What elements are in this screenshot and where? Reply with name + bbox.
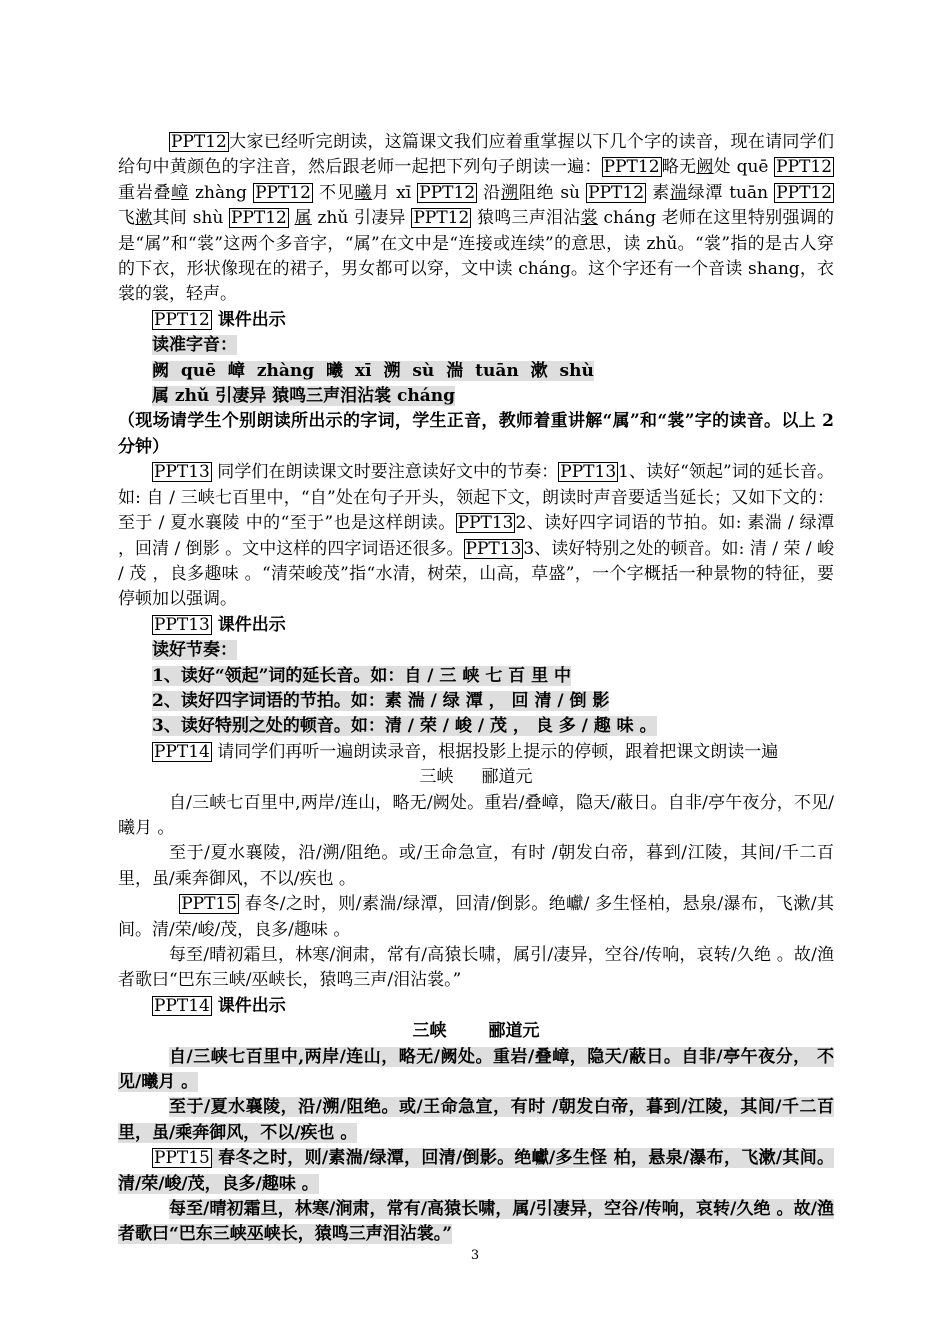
ppt-tag: PPT12 xyxy=(413,208,470,229)
courseware-label-13: PPT13 课件出示 xyxy=(154,614,286,635)
paragraph-ppt13: PPT13 同学们在朗读课文时要注意读好文中的节奏： PPT13 1、读好“领起”词的延长音。如: 自 / 三峡七百里中，“自”处在句子开头，领起下文，朗读时声音要适当延长；又如下文的：至于 / 夏水襄陵 中的“至于”也是这样朗读。 PPT13 2、读好四字词语的节拍。如: 素湍 / 绿潭 ，回清 / 倒影 。文中这样的四字词语还很多。 PPT13 3、读好特别之处的顿音。如: 清 / 荣 / 峻 / 茂 ，良多趣味 。“清荣峻茂”指“水清，树荣，山高，草盛”，一个字概括一种景物的特征，要停顿加以强调。 xyxy=(118,462,834,610)
courseware-title: 三峡 郦道元 xyxy=(412,1021,540,1042)
ppt-tag: PPT13 xyxy=(457,513,514,534)
classical-text-para: 每至/晴初霜旦，林寒/涧肃，常有/高猿长啸，属引/凄异，空谷/传响，哀转/久绝 。故/渔者歌曰“巴东三峡/巫峡长，猿鸣三声/泪沾裳。” xyxy=(118,945,834,991)
ppt-tag: PPT12 xyxy=(419,182,476,203)
highlighted-char: 漱 xyxy=(135,208,153,229)
courseware-text-para: 至于/夏水襄陵，沿/溯/阻绝。或/王命急宣，有时 /朝发白帝，暮到/江陵，其间/千二百里，虽/乘奔御风，不以/疾也 。 xyxy=(118,1097,834,1143)
highlighted-char: 阙 xyxy=(696,157,714,178)
courseware-text-para: PPT15 春冬之时，则/素湍/绿潭，回清/倒影。绝巘/多生怪 柏，悬泉/瀑布，飞漱/其间。清/荣/峻/茂，良多/趣味 。 xyxy=(118,1148,834,1194)
classical-text-para: PPT15 春冬/之时，则/素湍/绿潭，回清/倒影。绝巘/ 多生怪柏，悬泉/瀑布，飞漱/其间。清/荣/峻/茂，良多/趣味 。 xyxy=(118,894,834,940)
courseware-text-para: 每至/晴初霜旦，林寒/涧肃，常有/高猿长啸，属/引凄异，空谷/传响，哀转/久绝 。故/渔者歌曰“巴东三峡巫峡长，猿鸣三声泪沾裳。” xyxy=(118,1199,834,1245)
courseware-line: 2、读好四字词语的节拍。如：素 湍 / 绿 潭 ， 回 清 / 倒 影 xyxy=(152,690,610,711)
courseware-heading: 读好节奏： xyxy=(152,640,237,661)
ppt-tag: PPT15 xyxy=(154,1148,210,1169)
courseware-text-para: 自/三峡七百里中,两岸/连山，略无/阙处。重岩/叠嶂，隐天/蔽日。自非/亭午夜分， 不见/曦月 。 xyxy=(118,1046,834,1093)
ppt-tag: PPT12 xyxy=(776,157,833,178)
ppt-tag: PPT15 xyxy=(181,894,238,915)
ppt-tag: PPT12 xyxy=(255,182,311,203)
ppt-tag: PPT13 xyxy=(465,538,522,559)
ppt-tag: PPT14 xyxy=(154,741,210,762)
highlighted-char: 裳 xyxy=(580,208,598,229)
ppt-tag: PPT12 xyxy=(231,208,287,229)
courseware-line: 属 zhǔ 引凄异 猿鸣三声泪沾裳 cháng xyxy=(152,386,456,407)
ppt-tag: PPT13 xyxy=(154,462,210,483)
ppt-tag: PPT12 xyxy=(171,132,227,152)
text-title: 三峡 郦道元 xyxy=(419,767,533,788)
courseware-label-12: PPT12 课件出示 xyxy=(154,309,286,330)
courseware-label-14: PPT14 课件出示 xyxy=(154,995,286,1016)
page-content xyxy=(118,130,834,1248)
ppt-tag: PPT14 xyxy=(154,995,210,1016)
highlighted-char: 溯 xyxy=(501,182,519,203)
paragraph-ppt12-intro: PPT12 大家已经听完朗读，这篇课文我们应着重掌握以下几个字的读音，现在请同学们给句中黄颜色的字注音，然后跟老师一起把下列句子朗读一遍： PPT12 略无阙处 quē PPT12 重岩叠嶂 zhàng PPT12 不见曦月 xī PPT12 沿溯阻绝 sù PPT12 素湍绿潭 tuān PPT12 飞漱其间 shù PPT12 属 zhǔ 引凄异 PPT12 猿鸣三声泪沾裳 cháng 老师在这里特别强调的是“属”和“裳”这两个多音字，“属”在文中是“连接或连续”的意思，读 zhǔ。“裳”指的是古人穿的下衣，形状像现在的裙子，男女都可以穿，文中读 cháng。这个字还有一个音读 shang，衣裳的裳，轻声。 xyxy=(118,132,834,305)
highlighted-char: 湍 xyxy=(669,182,688,203)
teacher-note: （现场请学生个别朗读所出示的字词，学生正音，教师着重讲解“属”和“裳”字的读音。以上 2 分钟） xyxy=(118,411,834,457)
courseware-line: 3、读好特别之处的顿音。如：清 / 荣 / 峻 / 茂 ， 良 多 / 趣 味 。 xyxy=(152,716,657,737)
ppt-tag: PPT13 xyxy=(560,462,617,483)
ppt-tag: PPT12 xyxy=(154,309,210,330)
courseware-line: 阙 quē 嶂 zhàng 曦 xī 溯 sù 湍 tuān 漱 shù xyxy=(152,360,594,381)
courseware-line: 1、读好“领起”词的延长音。如：自 / 三 峡 七 百 里 中 xyxy=(152,665,572,686)
highlighted-char: 嶂 xyxy=(171,182,189,203)
ppt-tag: PPT12 xyxy=(776,182,833,203)
classical-text-para: 自/三峡七百里中,两岸/连山，略无/阙处。重岩/叠嶂，隐天/蔽日。自非/亭午夜分，不见/曦月 。 xyxy=(118,792,834,838)
highlighted-char: 属 xyxy=(294,208,312,229)
classical-text-para: 至于/夏水襄陵，沿/溯/阻绝。或/王命急宣，有时 /朝发白帝，暮到/江陵，其间/千二百里，虽/乘奔御风，不以/疾也 。 xyxy=(118,843,834,889)
ppt-tag: PPT12 xyxy=(603,157,660,178)
ppt-tag: PPT12 xyxy=(588,182,645,203)
ppt-tag: PPT13 xyxy=(154,614,210,635)
highlighted-char: 曦 xyxy=(354,182,373,203)
page-number: 3 xyxy=(470,1248,480,1263)
courseware-heading: 读准字音： xyxy=(152,335,237,356)
paragraph-ppt14: PPT14 请同学们再听一遍朗读录音，根据投影上提示的停顿，跟着把课文朗读一遍 xyxy=(154,741,779,762)
